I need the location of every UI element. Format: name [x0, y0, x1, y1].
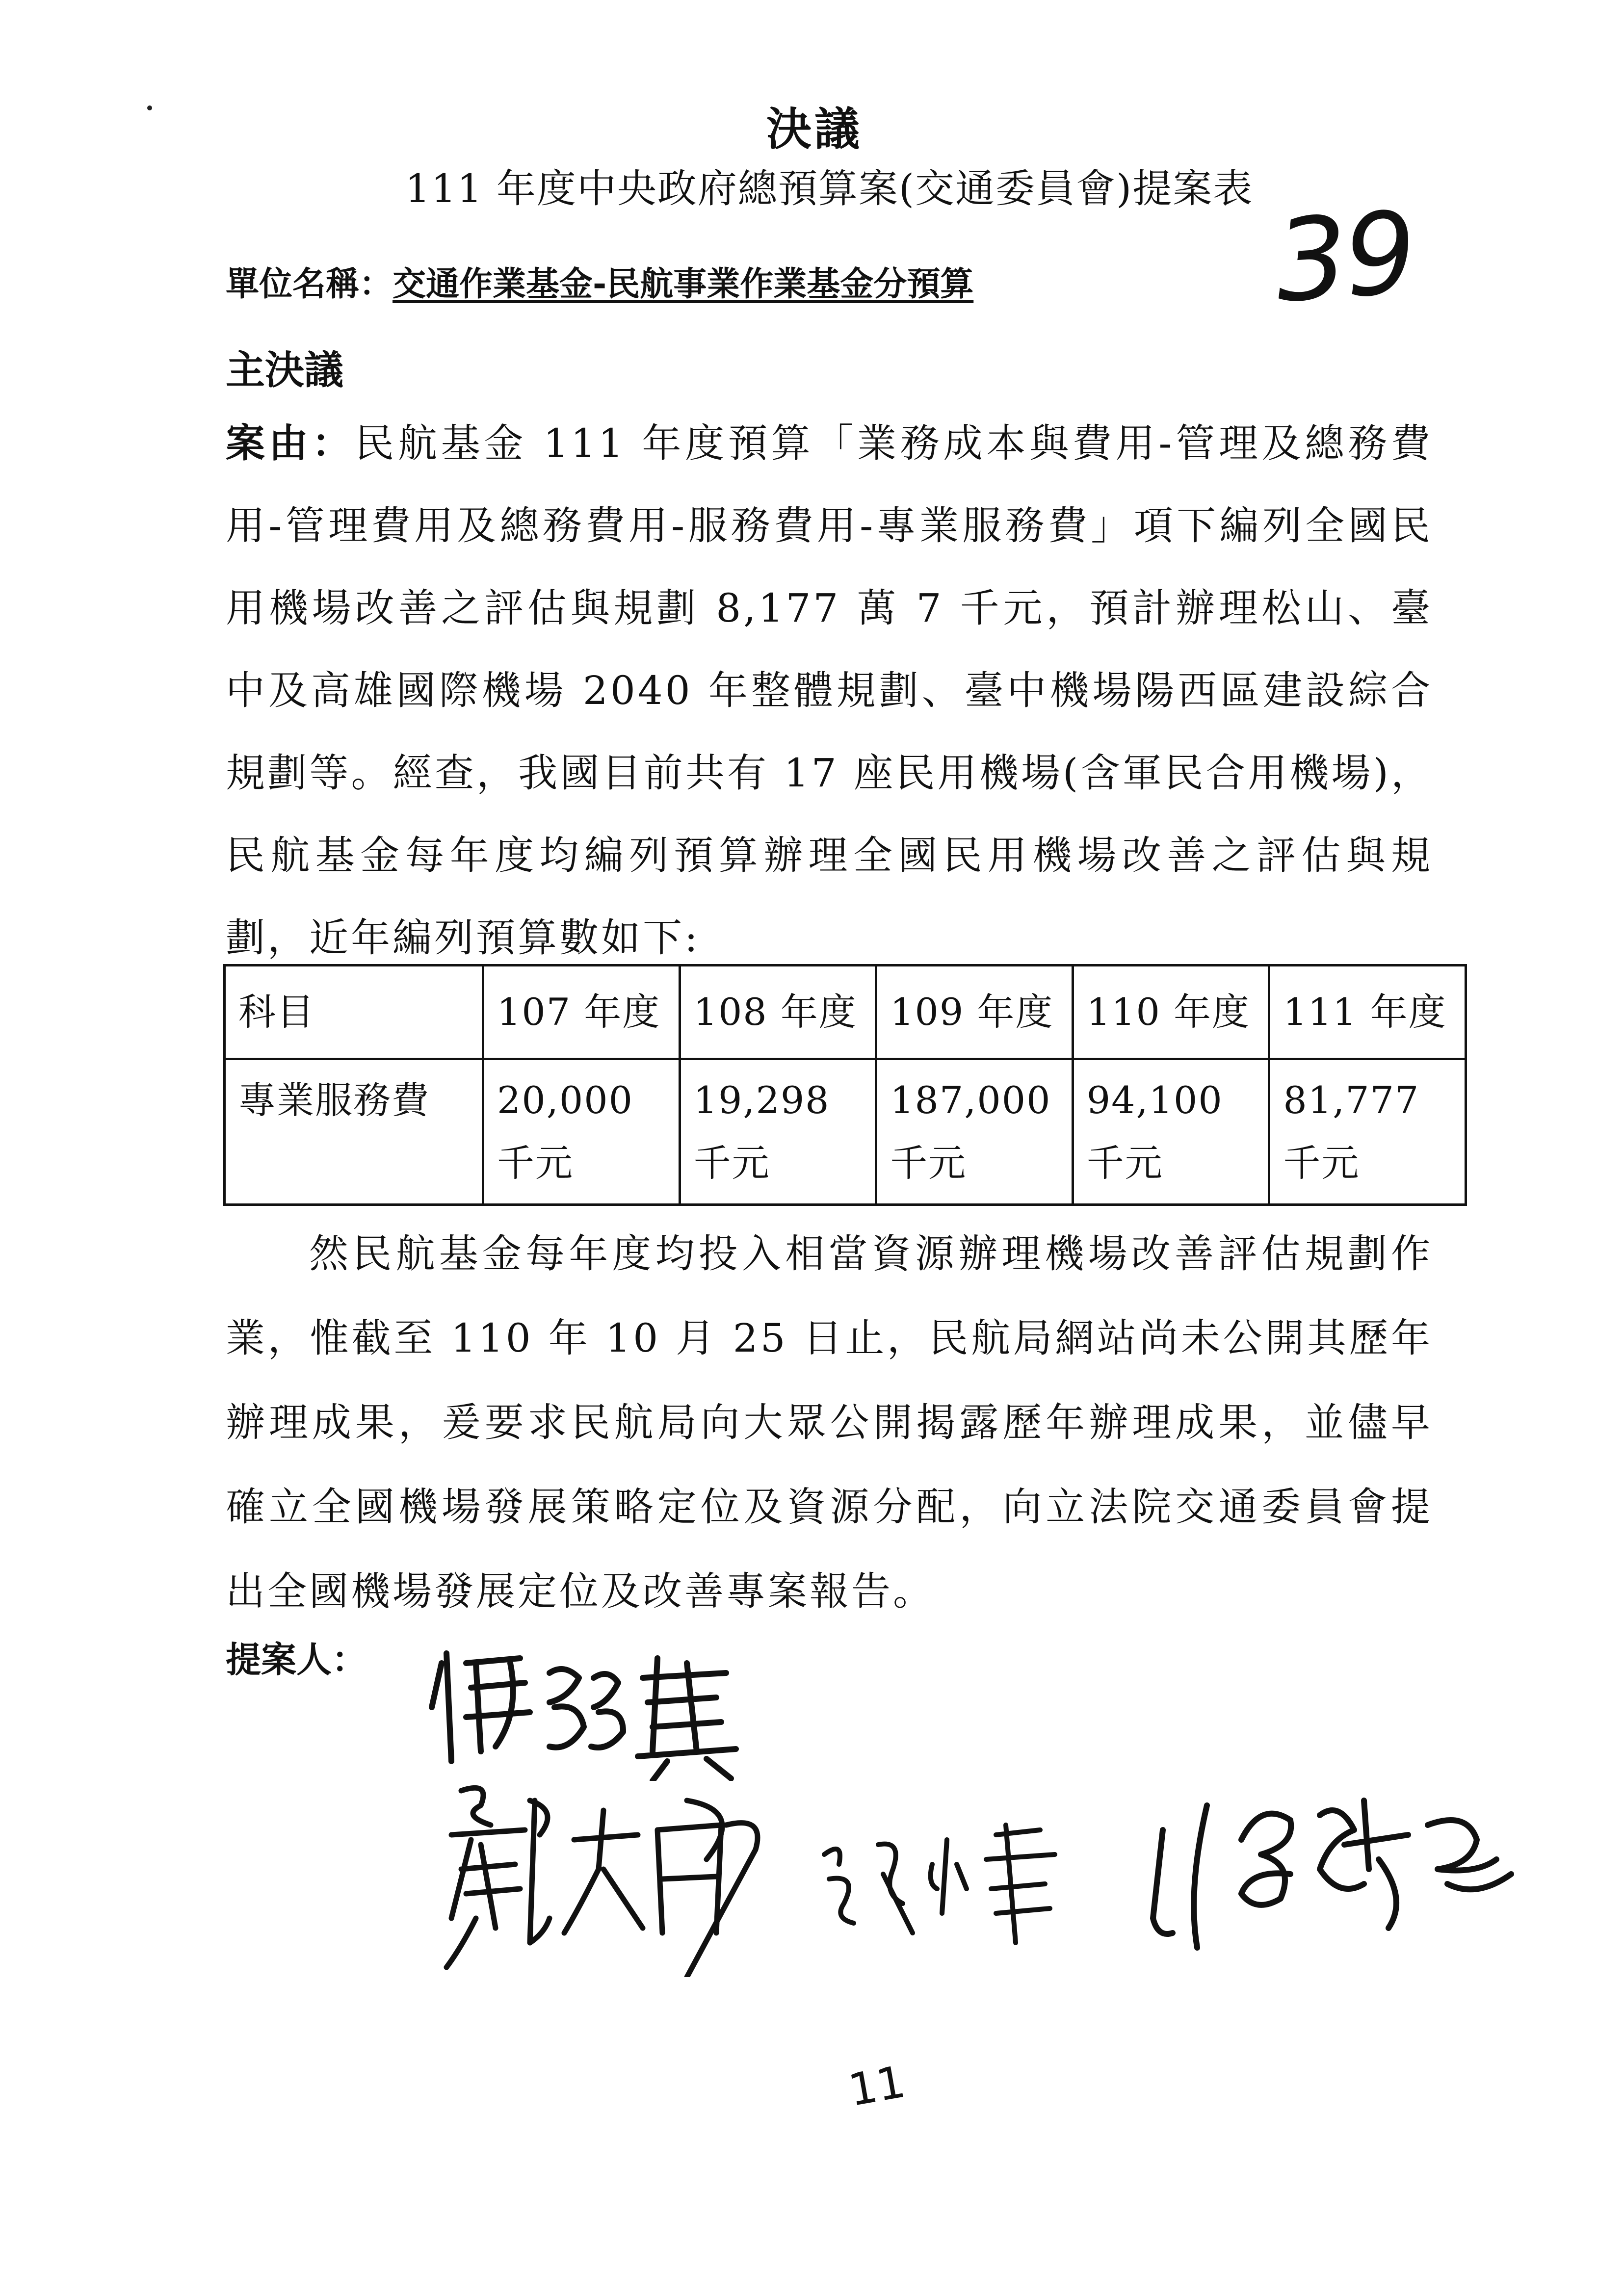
signature-2 [432, 1771, 775, 1977]
cell-value: 187,000 [890, 1078, 1051, 1122]
unit-label: 單位名稱： [226, 265, 393, 304]
followup-paragraph: 然民航基金每年度均投入相當資源辦理機場改善評估規劃作業，惟截至 110 年 10 月 25 日止，民航局網站尚未公開其歷年辦理成果，爰要求民航局向大眾公開揭露歷年辦理成果，並儘早確立全國機場發展策略定位及資源分配，向立法院交通委員會提出全國機場發展定位及改善專案報告。 [226, 1231, 1433, 1614]
table-header-cell: 110 年度 [1073, 965, 1269, 1059]
table-header-cell: 科目 [225, 965, 483, 1059]
reason-label: 案由： [226, 420, 355, 466]
budget-table [223, 964, 1467, 1206]
cell-unit: 千元 [497, 1141, 574, 1185]
table-row [225, 1059, 1466, 1205]
signature-4 [1133, 1771, 1526, 1957]
signature-3 [810, 1805, 1084, 1953]
cell-unit: 千元 [693, 1141, 770, 1185]
scan-speck [147, 105, 152, 110]
unit-value: 交通作業基金-民航事業作業基金分預算 [393, 265, 974, 304]
handwritten-page-number: 39 [1271, 187, 1418, 328]
section-heading: 主決議 [226, 347, 343, 393]
table-cell [680, 1059, 876, 1205]
table-row-label: 專業服務費 [225, 1059, 483, 1205]
signature-1 [422, 1634, 775, 1781]
table-cell [876, 1059, 1073, 1205]
cell-unit: 千元 [890, 1141, 967, 1185]
table-header-cell: 111 年度 [1269, 965, 1466, 1059]
page-mark: 11 [844, 2056, 909, 2117]
unit-line [226, 258, 973, 305]
resolution-stamp: 決議 [766, 103, 863, 156]
table-cell [1269, 1059, 1466, 1205]
table-header-row [225, 965, 1466, 1059]
table-header-cell: 109 年度 [876, 965, 1073, 1059]
cell-value: 19,298 [693, 1078, 830, 1122]
table-header-cell: 107 年度 [483, 965, 680, 1059]
cell-value: 81,777 [1283, 1078, 1420, 1122]
cell-unit: 千元 [1283, 1141, 1360, 1185]
proposer-label: 提案人： [226, 1639, 367, 1680]
cell-unit: 千元 [1086, 1141, 1163, 1185]
cell-value: 94,100 [1086, 1078, 1223, 1122]
cell-value: 20,000 [497, 1078, 633, 1122]
reason-paragraph [226, 402, 1433, 979]
table-header-cell: 108 年度 [680, 965, 876, 1059]
table-cell [1073, 1059, 1269, 1205]
reason-text: 民航基金 111 年度預算「業務成本與費用-管理及總務費用-管理費用及總務費用-服務費用-專業服務費」項下編列全國民用機場改善之評估與規劃 8,177 萬 7 千元，預計辦理松山、臺中及高雄國際機場 2040 年整體規劃、臺中機場陽西區建設綜合規劃等。經查，我國目前共有 17 座民用機場(含軍民合用機場)，民航基金每年度均編列預算辦理全國民用機場改善之評估與規劃，近年編列預算數如下: [226, 420, 1433, 961]
table-cell [483, 1059, 680, 1205]
document-title: 111 年度中央政府總預算案(交通委員會)提案表 [405, 166, 1254, 211]
